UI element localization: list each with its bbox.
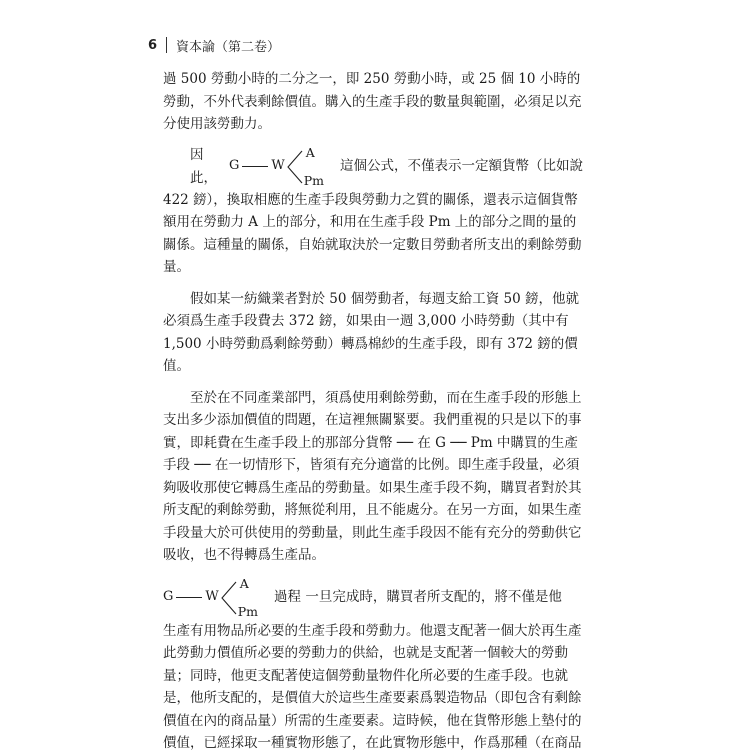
formula-g-w-2 — [163, 577, 258, 619]
paragraph-1: 過 500 勞動小時的二分之一，即 250 勞動小時，或 25 個 10 小時的勞動，不外代表剩餘價值。購入的生產手段的數量與範圍，必須足以充分使用該勞動力。 — [163, 71, 582, 132]
formula-dash — [242, 166, 268, 167]
formula-2-following-text: 過程 一旦完成時，購買者所支配的，將不僅是他 — [274, 589, 562, 606]
formula-g: G — [163, 589, 174, 605]
page-body — [163, 68, 583, 755]
running-header — [148, 36, 280, 54]
formula-line-2 — [163, 576, 583, 620]
paragraph-2-continued: 422 鎊），換取相應的生產手段與勞動力之質的關係，還表示這個貨幣額用在勞動力 A 上的部分，和用在生產手段 Pm 上的部分之間的量的關係。這種量的關係，自始就取決於一定數目勞動者所支出的剩餘勞動量。 — [163, 191, 582, 275]
paragraph-4: 至於在不同產業部門，須爲使用剩餘勞動，而在生產手段的形態上支出多少添加價值的問題，在這裡無關緊要。我們重視的只是以下的事實，即耗費在生產手段上的那部分貨幣 ── 在 G ── Pm 中購買的生產手段 ── 在一切情形下，皆須有充分適當的比例。即生產手段量，必須夠吸收那使它轉爲生產品的勞動量。如果生產手段不夠，購買者對於其所支配的剩餘勞動，將無從利用，且不能處分。在另一方面，如果生產手段量大於可供使用的勞動量，則此生產手段因不能有充分的勞動供它吸收，也不得轉爲生產品。 — [163, 389, 582, 563]
formula-a: A — [239, 575, 249, 591]
formula-g-w — [229, 146, 324, 188]
header-divider — [166, 37, 167, 53]
formula-1-following-text: 這個公式，不僅表示一定額貨幣（比如說 — [340, 158, 583, 175]
formula-prefix: 因此， — [190, 147, 217, 186]
formula-g: G — [228, 158, 240, 174]
formula-pm: Pm — [237, 603, 259, 619]
paragraph-5-continued: 生產有用物品所必要的生產手段和勞動力。他還支配著一個大於再生產此勞動力價值所必要的勞動力的供給，也就是支配著一個較大的勞動量；同時，他更支配著使這個勞動量物件化所必要的生產手段。也就是，他所支配的，是價值大於這些生產要素爲製造物品（即包含有剩餘價值在內的商品量）所需的生產要素。這時候，他在貨幣形態上墊付的價值，已經採取一種實物形態了，在此實物形態中，作爲那種（在商品 — [163, 622, 582, 751]
formula-branch-icon — [221, 580, 237, 616]
paragraph-3: 假如某一紡織業者對於 50 個勞動者，每週支給工資 50 鎊，他就必須爲生產手段費去 372 鎊，如果由一週 3,000 小時勞動（其中有 1,500 小時勞動爲剩餘勞動）轉爲棉紗的生產手段，即有 372 鎊的價值。 — [163, 290, 580, 374]
formula-line-1 — [163, 145, 583, 189]
formula-w: W — [271, 158, 285, 174]
formula-a: A — [305, 144, 315, 160]
formula-dash — [176, 597, 202, 598]
book-title: 資本論（第二卷） — [176, 39, 281, 55]
page-number: 6 — [148, 37, 158, 53]
formula-branch-icon — [287, 149, 303, 185]
formula-w: W — [205, 589, 219, 605]
formula-pm: Pm — [303, 172, 324, 188]
